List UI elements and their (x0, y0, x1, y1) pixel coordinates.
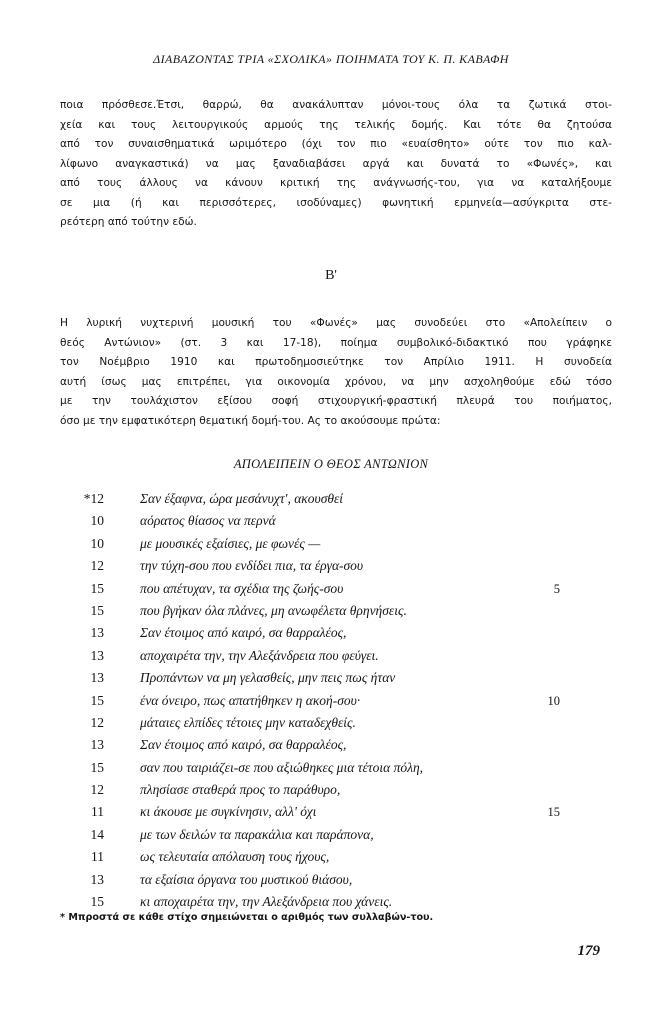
poem-verse (60, 578, 612, 600)
line-number: 5 (553, 581, 560, 596)
verse-text: ένα όνειρο, πως απατήθηκεν η ακοή-σου· (140, 692, 361, 708)
verse-text: αόρατος θίασος να περνά (140, 513, 276, 529)
verse-text: Σαν έτοιμος από καιρό, σα θαρραλέος, (140, 737, 347, 753)
verse-text: με μουσικές εξαίσιες, με φωνές — (140, 535, 321, 551)
syllable-count: 15 (90, 580, 104, 596)
verse-text: που βγήκαν όλα πλάνες, μη ανωφέλετα θρηνήσεις. (140, 602, 407, 618)
poem-verse (60, 779, 612, 801)
syllable-count: 13 (90, 737, 104, 753)
text-line: χεία και τους λειτουργικούς αρμούς της τελικής δομής. Και τότε θα ζητούσα (60, 118, 612, 131)
verse-text: ως τελευταία απόλαυση τους ήχους, (140, 849, 330, 865)
text-line: ρεότερη από τούτην εδώ. (60, 216, 197, 228)
poem-verse (60, 824, 612, 846)
syllable-count: 15 (90, 894, 104, 910)
text-line: όσο με την εμφατικότερη θεματική δομή-του. Ας το ακούσουμε πρώτα: (60, 414, 441, 427)
syllable-count: 13 (90, 625, 104, 641)
verse-text: πλησίασε σταθερά προς το παράθυρο, (140, 782, 341, 798)
poem-verse (60, 869, 612, 891)
poem-verse (60, 600, 612, 622)
syllable-count: 10 (90, 535, 104, 551)
poem-verse (60, 734, 612, 756)
text-line: σε μια (ή και περισσότερες, ισοδύναμες) φωνητική ερμηνεία—ασύγκριτα στε- (60, 196, 612, 209)
poem-verse (60, 645, 612, 667)
verse-text: κι άκουσε με συγκίνησιν, αλλ' όχι (140, 804, 317, 820)
poem-title: ΑΠΟΛΕΙΠΕΙΝ Ο ΘΕΟΣ ΑΝΤΩΝΙΟΝ (233, 457, 429, 471)
syllable-count: *12 (83, 491, 104, 506)
syllable-count: 15 (90, 692, 104, 708)
text-line: λίφωνο αναγκαστικά) να μας ξαναδιαβάσει αργά και δυνατά το «Φωνές», και (60, 157, 612, 170)
poem-verse (60, 488, 612, 510)
verse-text: Σαν έτοιμος από καιρό, σα θαρραλέος, (140, 625, 347, 641)
poem-verse (60, 667, 612, 689)
poem-verse (60, 510, 612, 532)
verse-text: σαν που ταιριάζει-σε που αξιώθηκες μια τέτοια πόλη, (140, 759, 424, 775)
line-number: 10 (547, 693, 560, 708)
line-number: 15 (547, 805, 560, 820)
text-line: ποια πρόσθεσε.Έτσι, θαρρώ, θα ανακάλυπταν μόνοι-τους όλα τα ζωτικά στοι- (60, 99, 612, 111)
footnote: * Μπροστά σε κάθε στίχο σημειώνεται ο αριθμός των συλλαβών-του. (60, 912, 434, 923)
page-number: 179 (577, 943, 600, 959)
poem-verse (60, 846, 612, 868)
verse-text: την τύχη-σου που ενδίδει πια, τα έργα-σου (140, 558, 364, 574)
poem-verse (60, 712, 612, 734)
poem (60, 488, 612, 913)
syllable-count: 13 (90, 670, 104, 686)
verse-text: Σαν έξαφνα, ώρα μεσάνυχτ', ακουσθεί (140, 491, 344, 506)
syllable-count: 12 (90, 782, 104, 798)
syllable-count: 10 (90, 513, 104, 529)
paragraph-1 (60, 96, 612, 233)
poem-verse (60, 533, 612, 555)
syllable-count: 12 (90, 714, 104, 730)
text-line: από τους άλλους να κάνουν κριτική της ανάγνωσής-του, για να καταλήξουμε (60, 177, 612, 189)
text-line: με την τουλάχιστον εξίσου σοφή στιχουργική-φραστική πλευρά του ποιήματος, (60, 395, 612, 407)
running-head: ΔΙΑΒΑΖΟΝΤΑΣ ΤΡΙΑ «ΣΧΟΛΙΚΑ» ΠΟΙΗΜΑΤΑ ΤΟΥ Κ. Π. ΚΑΒΑΦΗ (153, 52, 509, 66)
text-line: από τον συναισθηματικά ωριμότερο (όχι τον πιο «ευαίσθητο» ούτε τον πιο καλ- (60, 138, 612, 150)
verse-text: που απέτυχαν, τα σχέδια της ζωής-σου (140, 580, 344, 596)
syllable-count: 13 (90, 871, 104, 887)
text-line: Η λυρική νυχτερινή μουσική του «Φωνές» μας συνοδεύει στο «Απολείπειν ο (60, 317, 612, 329)
syllable-count: 11 (91, 804, 104, 820)
text-line: θεός Αντώνιον» (στ. 3 και 17-18), ποίημα συμβολικό-διδακτικό που γράφηκε (60, 336, 612, 349)
poem-verse (60, 801, 612, 823)
poem-verse (60, 891, 612, 913)
verse-text: κι αποχαιρέτα την, την Αλεξάνδρεια που χάνεις. (140, 894, 393, 910)
text-line: αυτή ίσως μας επιτρέπει, για οικονομία χρόνου, να μην ασχοληθούμε εδώ τόσο (60, 375, 612, 388)
section-heading: Β' (325, 268, 337, 283)
poem-verse (60, 622, 612, 644)
poem-verse (60, 555, 612, 577)
syllable-count: 15 (90, 602, 104, 618)
poem-verse (60, 757, 612, 779)
text-line: τον Νοέμβριο 1910 και πρωτοδημοσιεύτηκε τον Απρίλιο 1911. Η συνοδεία (60, 356, 612, 368)
verse-text: μάταιες ελπίδες τέτοιες μην καταδεχθείς. (140, 714, 356, 730)
syllable-count: 11 (91, 849, 104, 865)
verse-text: Προπάντων να μη γελασθείς, μην πεις πως ήταν (140, 670, 396, 686)
poem-verse (60, 690, 612, 712)
syllable-count: 15 (90, 759, 104, 775)
verse-text: τα εξαίσια όργανα του μυστικού θιάσου, (140, 871, 353, 887)
paragraph-2 (60, 314, 612, 431)
syllable-count: 12 (90, 558, 104, 574)
verse-text: με των δειλών τα παρακάλια και παράπονα, (140, 826, 374, 842)
syllable-count: 14 (90, 826, 104, 842)
verse-text: αποχαιρέτα την, την Αλεξάνδρεια που φεύγει. (140, 647, 379, 663)
syllable-count: 13 (90, 647, 104, 663)
